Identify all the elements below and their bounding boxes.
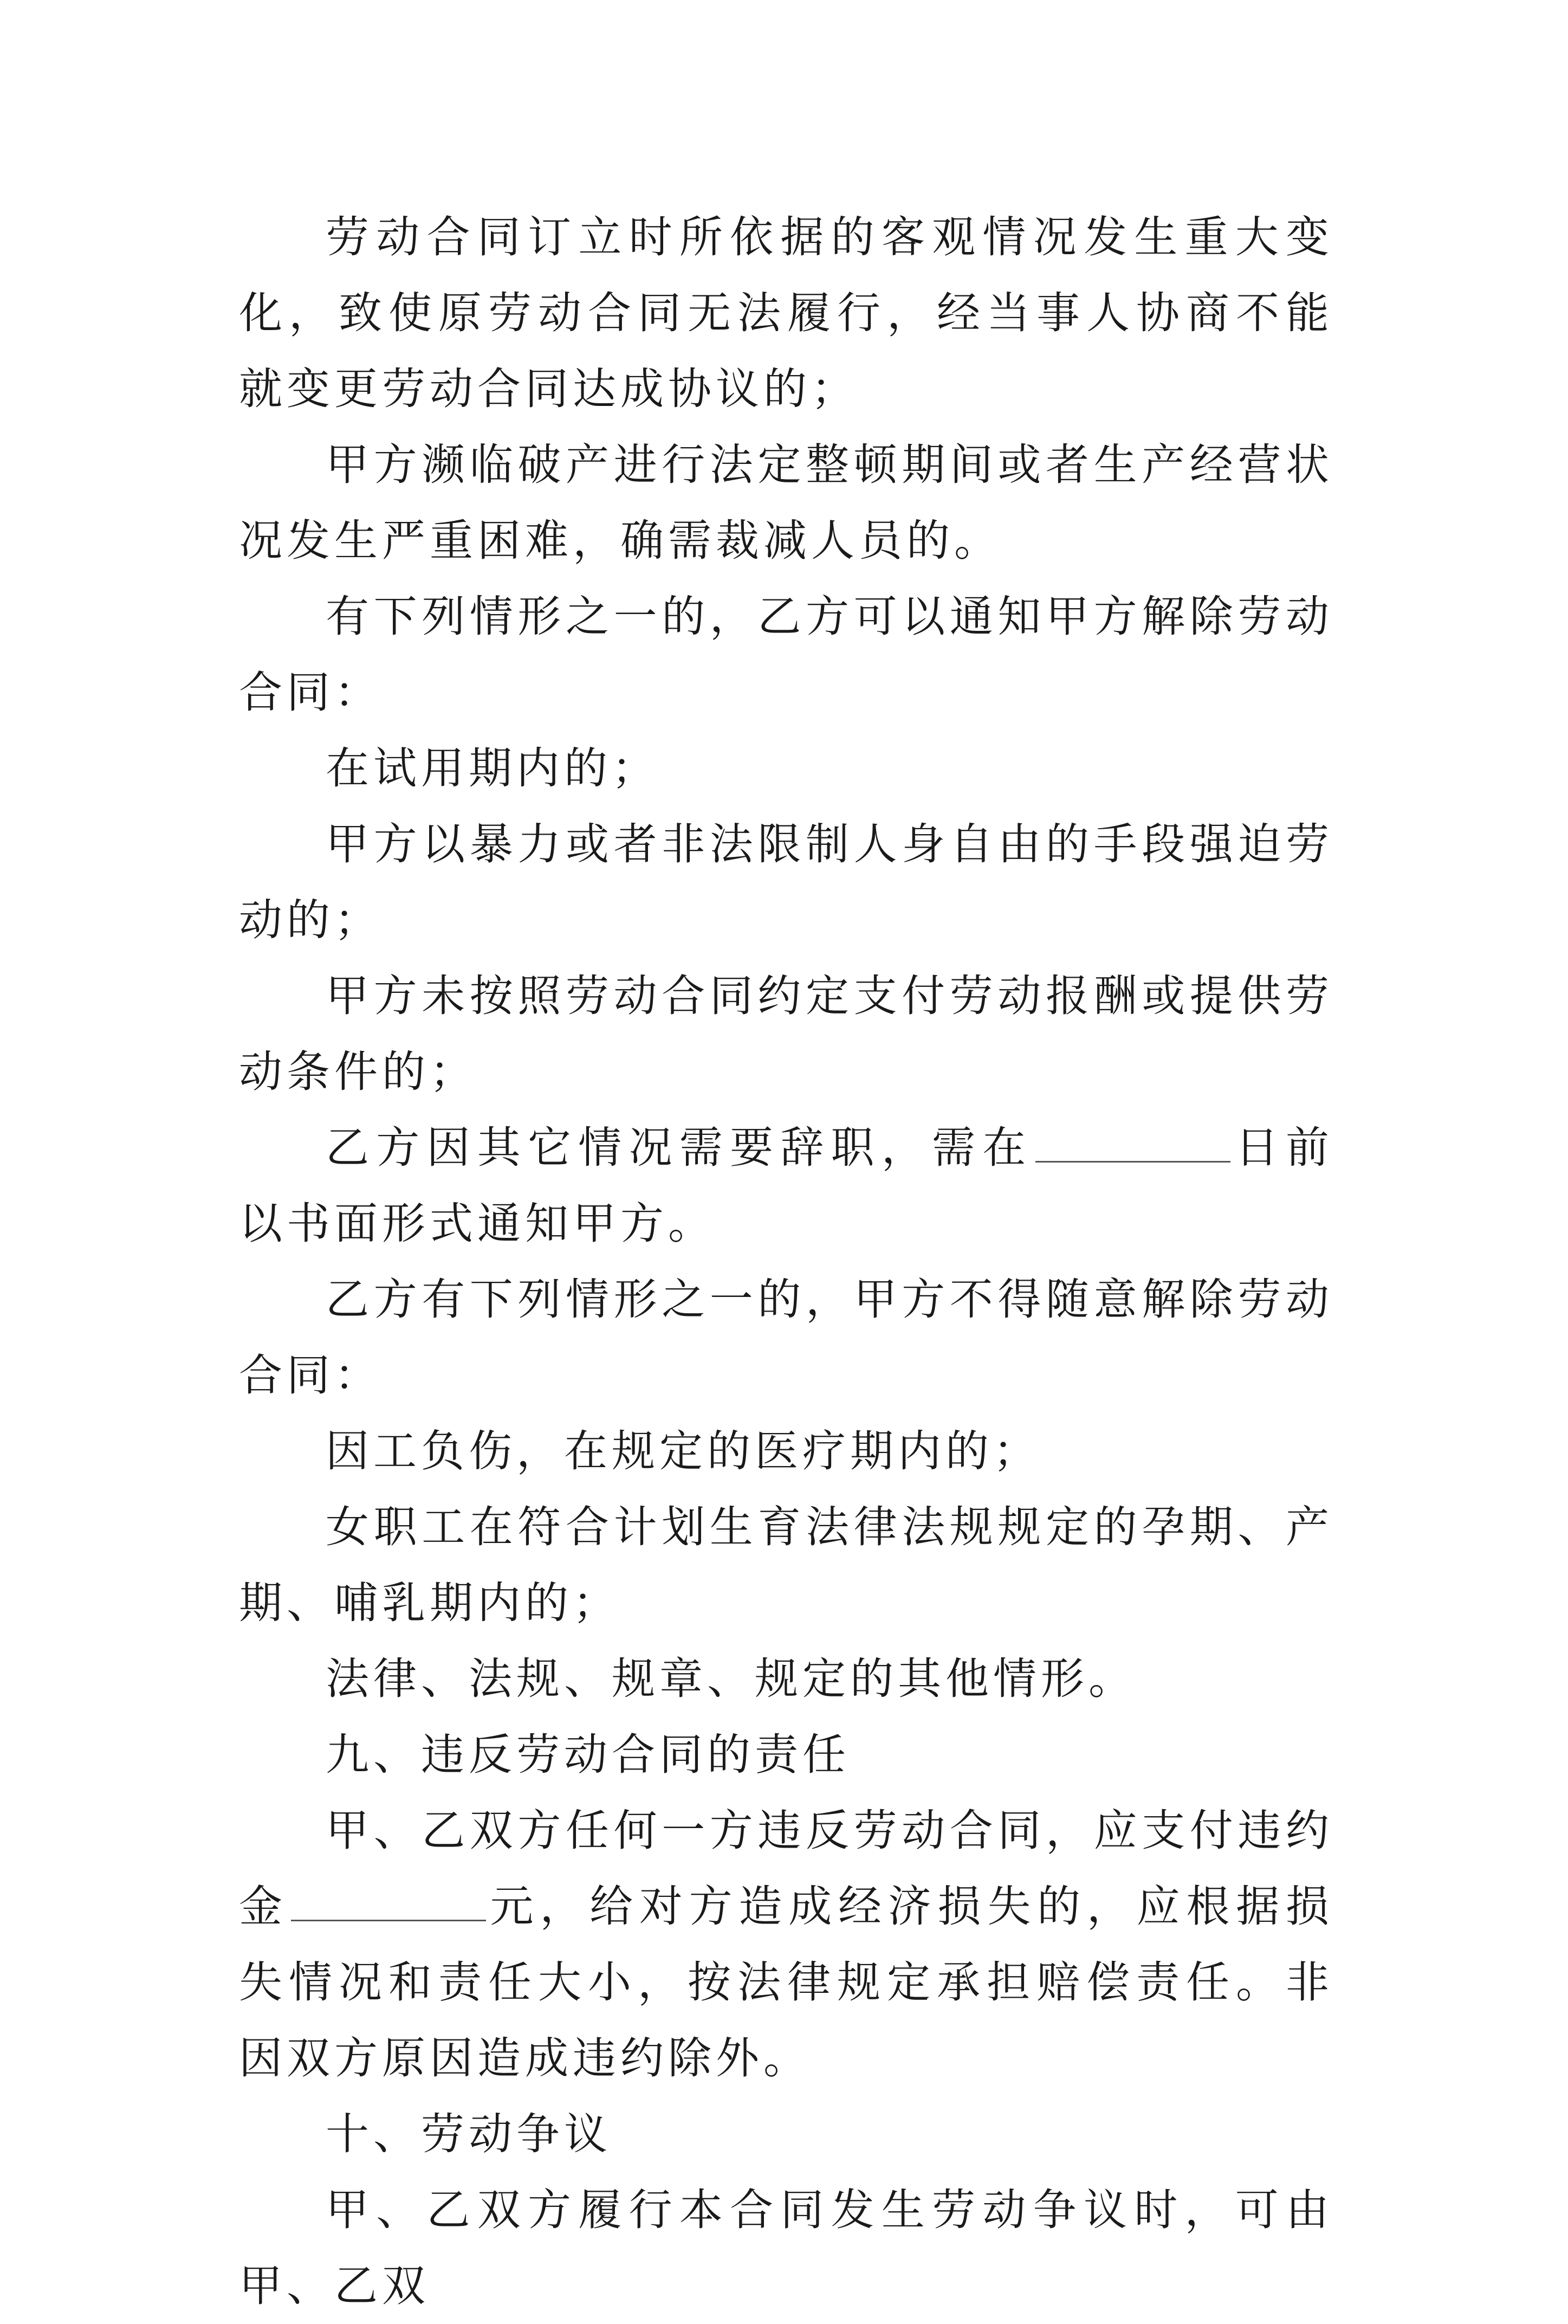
- paragraph-employer-restrictions-intro: 乙方有下列情形之一的，甲方不得随意解除劳动合同：: [239, 1274, 1333, 1400]
- paragraph-work-injury: 因工负伤，在规定的医疗期内的；: [326, 1426, 1041, 1476]
- paragraph-probation: 在试用期内的；: [326, 743, 659, 793]
- penalty-text-after: 元，给对方造成经济损失的，应根据损失情况和责任大小，按法律规定承担赔偿责任。非因双方原因造成违约除外。: [239, 1881, 1334, 2083]
- penalty-text-before: 甲、乙双方任何一方违反劳动合同，应支付违约金: [239, 1805, 1333, 1932]
- document-body: [239, 199, 1333, 2324]
- paragraph-objective-change: 劳动合同订立时所依据的客观情况发生重大变化，致使原劳动合同无法履行，经当事人协商不能就变更劳动合同达成协议的；: [239, 212, 1333, 414]
- resignation-days-blank: [1035, 1123, 1230, 1163]
- penalty-amount-blank: [291, 1882, 486, 1921]
- section-heading-liability: 九、违反劳动合同的责任: [326, 1729, 850, 1780]
- paragraph-female-employee: 女职工在符合计划生育法律法规规定的孕期、产期、哺乳期内的；: [239, 1502, 1333, 1628]
- section-heading-dispute: 十、劳动争议: [326, 2109, 612, 2159]
- paragraph-penalty: [239, 1793, 1333, 2096]
- paragraph-resignation-notice: [239, 1110, 1333, 1262]
- paragraph-other-situations: 法律、法规、规章、规定的其他情形。: [326, 1654, 1136, 1704]
- paragraph-bankruptcy: 甲方濒临破产进行法定整顿期间或者生产经营状况发生严重困难，确需裁减人员的。: [239, 440, 1333, 566]
- paragraph-unpaid-wages: 甲方未按照劳动合同约定支付劳动报酬或提供劳动条件的；: [239, 971, 1333, 1097]
- paragraph-employee-termination-intro: 有下列情形之一的，乙方可以通知甲方解除劳动合同：: [239, 591, 1333, 718]
- resignation-text-after: 日前以书面形式通知甲方。: [239, 1122, 1333, 1249]
- resignation-text-before: 乙方因其它情况需要辞职，需在: [326, 1122, 1033, 1173]
- paragraph-forced-labor: 甲方以暴力或者非法限制人身自由的手段强迫劳动的；: [239, 819, 1333, 945]
- paragraph-dispute: 甲、乙双方履行本合同发生劳动争议时，可由甲、乙双: [239, 2185, 1333, 2311]
